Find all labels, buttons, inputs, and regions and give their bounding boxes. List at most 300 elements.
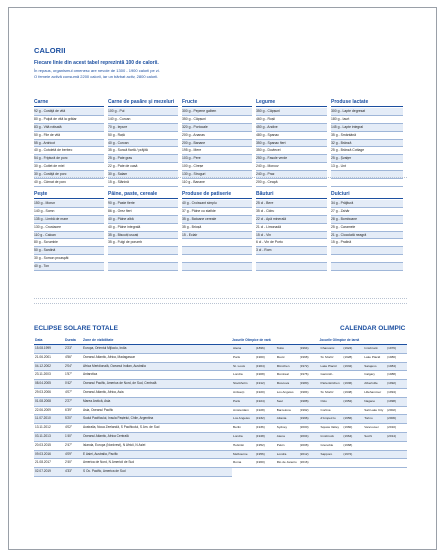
olimpic-city: Los Angeles [233, 416, 250, 421]
table-row [34, 380, 232, 389]
olimpic-year: (1968) [299, 354, 309, 359]
olimpic-year: (1994) [387, 389, 397, 394]
list-item [108, 255, 178, 263]
summer-cell [232, 424, 320, 432]
list-item: 25 g - Caramele [331, 224, 403, 232]
list-item [256, 263, 327, 271]
eclipse-date: 21.06.2001 [35, 354, 51, 359]
olimpic-city: Cortina [320, 407, 331, 412]
list-item: 30 g - Costiţă de porc [34, 171, 104, 179]
olimpic-year: (1992) [387, 381, 397, 386]
olimpic-city: Vancouver [364, 425, 379, 430]
table-row [34, 433, 232, 442]
winter-cell [320, 354, 408, 362]
eclipse-duration: 6'39" [65, 407, 73, 412]
list-item: 92 g - Costiţă de vită [34, 108, 104, 116]
list-item: 22 cl - Apă minerală [256, 216, 327, 224]
list-item [182, 263, 252, 271]
olimpic-year: (1980) [387, 354, 397, 359]
list-item: 300 g - Lapte degresat [331, 108, 403, 116]
olimpic-city: Londra [276, 451, 287, 456]
olimpic-city: Nagano [364, 398, 376, 403]
eclipse-date: 22.06.2009 [35, 407, 51, 412]
list-item [182, 247, 252, 255]
list-item: 35 g - Fulgi de porumb [108, 239, 178, 247]
olimpic-city [363, 451, 387, 459]
winter-cell [320, 451, 408, 459]
eclipse-header-duration: Durata [65, 338, 76, 342]
olimpic-city: Stockholm [233, 381, 248, 386]
list-item: 13 g - Unt [331, 163, 403, 171]
winter-cell [320, 407, 408, 415]
list-item: 200 g - Banane [182, 140, 252, 148]
olimpic-year: (1936) [343, 381, 353, 386]
eclipse-zone: Oceanul Pacific, America de Nord, de Sud, Centrală [83, 381, 157, 386]
column-header: Fructe [182, 98, 252, 107]
eclipse-date: 13.11.2012 [35, 425, 51, 430]
olimpic-city: Antwerp [233, 389, 245, 394]
olimpic-year: (1956) [343, 416, 353, 421]
table-row [232, 363, 407, 372]
calorii-column [331, 190, 403, 271]
eclipse-duration: 1'40" [65, 433, 73, 438]
list-item: 21 cl - Limonadă [256, 224, 327, 232]
eclipse-table-header [34, 337, 232, 345]
list-item: 40 g - Pâine albă [108, 216, 178, 224]
eclipse-date: 21.08.2017 [35, 460, 51, 465]
eclipse-zone: Sudul Pacificului, Insula Paștelui, Chile, Argentina [83, 416, 154, 421]
calorii-column [108, 98, 178, 187]
olimpic-year: (1904) [255, 363, 265, 368]
list-item: 35 g - Suncă fiartă / prăjită [108, 147, 178, 155]
list-item: 25 g - Pate gras [108, 155, 178, 163]
olimpic-city: Amsterdam [233, 407, 249, 412]
olimpic-year: (1912) [255, 381, 265, 386]
winter-cell [320, 433, 408, 441]
table-row [232, 424, 407, 433]
calorii-column [182, 190, 252, 271]
eclipse-duration: 2'04" [65, 363, 73, 368]
olimpic-year: (1998) [387, 398, 397, 403]
olimpic-year [343, 459, 363, 467]
eclipse-duration: 1'57" [65, 372, 73, 377]
table-row [232, 459, 407, 468]
list-item: 30 g - Salam [108, 171, 178, 179]
olimpic-year: (1948) [255, 433, 265, 438]
list-item: 350 g - Căpșuni [256, 108, 327, 116]
summer-cell [232, 398, 320, 406]
eclipse-date: 04.12.2002 [35, 363, 51, 368]
list-item: 40 g - Pâine integrală [108, 224, 178, 232]
table-row [34, 424, 232, 433]
list-item: 110 g - Banane [182, 179, 252, 187]
table-row [232, 442, 407, 451]
olimpic-year: (2014) [387, 433, 397, 438]
olimpic-city: Londra [233, 372, 243, 377]
olimpic-year: (1964) [299, 346, 309, 350]
eclipse-duration: 2'23" [65, 346, 73, 350]
olimpic-year: (1972) [299, 363, 309, 368]
list-item: 130 g - Crustacee [34, 224, 104, 232]
list-item: 350 g - Spanac fiert [256, 140, 327, 148]
olimpic-year: (1936) [255, 425, 265, 430]
column-header: Carne de pasăre şi mezeluri [108, 98, 178, 107]
list-item: 320 g - Portocale [182, 124, 252, 132]
olimpic-year: (1960) [343, 425, 353, 430]
list-item: 350 g - Căpșuni [182, 116, 252, 124]
calorii-intro-title: Fiecare linie din acest tabel reprezintă 100 de calorii. [34, 60, 159, 66]
list-item: 15 - Eclair [182, 232, 252, 240]
olimpic-city: Melbourne [233, 451, 248, 456]
eclipse-date: 02.07.2019 [35, 469, 51, 474]
list-item: 460 g - Roșii [256, 116, 327, 124]
list-item: 54 g - Friptură de porc [34, 155, 104, 163]
list-item: 35 g - Brioșă [182, 224, 252, 232]
eclipse-duration: 4'56" [65, 354, 73, 359]
winter-cell [320, 398, 408, 406]
eclipse-duration: 4'33" [65, 469, 73, 474]
list-item: 350 g - Dovlecei [256, 147, 327, 155]
winter-cell [320, 389, 408, 397]
olimpic-year: (2010) [387, 425, 397, 430]
olimpic-city: Paris [233, 354, 241, 359]
olimpic-title: CALENDAR OLIMPIC [340, 325, 406, 332]
eclipse-date: 15.08.1999 [35, 346, 51, 350]
list-item: 140 g - Somn [34, 208, 104, 216]
list-item: 32 g - Brânză [331, 140, 403, 148]
list-item: 6 cl - Vin de Porto [256, 239, 327, 247]
olimpic-year: (1920) [255, 389, 265, 394]
olimpic-city: Mexic [276, 354, 285, 359]
list-item: 21 g - Ciocolată neagră [331, 232, 403, 240]
list-item [182, 255, 252, 263]
table-row [34, 468, 232, 477]
list-item: 25 g - Şvaiţer [331, 155, 403, 163]
olimpic-year: (1988) [299, 398, 309, 403]
list-item: 50 g - Sardină [34, 247, 104, 255]
list-item [331, 179, 403, 187]
calorii-column [182, 98, 252, 187]
winter-cell [320, 345, 408, 353]
olimpic-city: Moscova [276, 381, 290, 386]
olimpic-year: (1980) [299, 381, 309, 386]
olimpic-city: Torino [364, 416, 373, 421]
calorii-column [34, 190, 104, 271]
olimpic-year: (1908) [255, 372, 265, 377]
eclipse-date: 20.03.2015 [35, 442, 51, 447]
olimpic-city: Rio de Janeiro [276, 460, 297, 465]
olimpic-year: (2000) [299, 425, 309, 430]
list-item [256, 255, 327, 263]
list-item: 40 g - Ton [34, 263, 104, 271]
eclipse-date: 11.07.2010 [35, 416, 51, 421]
table-row [34, 389, 232, 398]
list-item: 50 g - Rață [108, 132, 178, 140]
calorii-column [256, 98, 327, 187]
list-item: 80 g - Scrumbie [34, 239, 104, 247]
olimpic-city: Albertville [364, 381, 378, 386]
eclipse-duration: 5'20" [65, 416, 73, 421]
summer-cell [232, 451, 320, 459]
summer-cell [232, 415, 320, 423]
olimpic-city: München [276, 363, 290, 368]
eclipse-duration: 2'40" [65, 460, 73, 465]
olimpic-year: (1972) [343, 451, 353, 456]
calorii-column [331, 98, 403, 187]
summer-cell [232, 389, 320, 397]
olimpic-city: Sochi [364, 433, 372, 438]
eclipse-header-zone: Zone de vizibilitate [83, 338, 114, 342]
table-row [34, 459, 232, 468]
olimpic-city: Sydney [276, 425, 288, 430]
eclipse-zone: Oceanul Atlantic, Africa Centrală [83, 433, 129, 438]
olimpic-table [232, 337, 407, 468]
olimpic-city: Lake Placid [364, 354, 381, 359]
olimpic-year: (1952) [255, 442, 265, 447]
list-item: 480 g - Spanac [256, 132, 327, 140]
list-item: 55 g - Antricot [34, 140, 104, 148]
column-header: Pâine, paste, cereale [108, 190, 178, 199]
calorii-title: CALORII [34, 46, 66, 55]
list-item: 200 g - Ceapă [256, 179, 327, 187]
winter-cell [320, 459, 408, 467]
olimpic-year: (2006) [387, 416, 397, 421]
eclipse-zone: S Oc. Pacific, America de Sud [83, 469, 126, 474]
eclipse-zone: E Asiei, Australia, Pacific [83, 451, 118, 456]
olimpic-year: (1992) [299, 407, 309, 412]
summer-cell [232, 354, 320, 362]
winter-cell [320, 363, 408, 371]
table-row [34, 354, 232, 363]
summer-cell [232, 380, 320, 388]
eclipse-table [34, 337, 232, 477]
list-item: 40 g - Cârnat de porc [34, 179, 104, 187]
eclipse-title: ECLIPSE SOLARE TOTALE [34, 325, 118, 332]
olimpic-city: d'Ampezzo [320, 416, 336, 421]
column-header: Băuturi [256, 190, 327, 199]
olimpic-year: (1952) [343, 398, 353, 403]
olimpic-year [387, 459, 407, 467]
olimpic-city: Sapporo [320, 451, 333, 456]
eclipse-zone: Antarctica [83, 372, 98, 377]
olimpic-city: Pekin [276, 442, 285, 447]
table-row [232, 371, 407, 380]
list-item: 300 g - Pepene galben [182, 108, 252, 116]
summer-cell [232, 459, 320, 467]
summer-cell [232, 433, 320, 441]
table-row [232, 407, 407, 416]
list-item: 28 g - Bomboane [331, 216, 403, 224]
olimpic-city: Sarajevo [364, 363, 377, 368]
olimpic-city: Innsbruck [320, 433, 334, 438]
olimpic-city: St. Moritz [320, 389, 334, 394]
olimpic-year: (1996) [299, 416, 309, 421]
list-item: 35 cl - Cidru [256, 208, 327, 216]
eclipse-date: 08.04.2005 [35, 381, 51, 386]
olimpic-city: Partenkirchen [320, 381, 340, 386]
table-row [34, 398, 232, 407]
olimpic-year: (1924) [343, 346, 353, 350]
olimpic-city: Atlanta [276, 416, 287, 421]
table-row [34, 345, 232, 354]
olimpic-city: Atena [233, 346, 242, 350]
list-item: 80 g - Pulpă de vită la grătar [34, 116, 104, 124]
list-item [108, 247, 178, 255]
list-item: 240 g - Praz [256, 171, 327, 179]
table-row [232, 433, 407, 442]
calorii-column [108, 190, 178, 271]
summer-cell [232, 371, 320, 379]
table-row [34, 363, 232, 372]
olimpic-year: (1976) [387, 346, 397, 350]
column-header: Peşte [34, 190, 104, 199]
list-item [108, 263, 178, 271]
table-row [34, 451, 232, 460]
eclipse-zone: America de Nord, N Americii de Sud [83, 460, 135, 465]
olimpic-year: (2012) [299, 451, 309, 456]
winter-cell [320, 380, 408, 388]
list-item: 100 g - Cireșe [182, 163, 252, 171]
olimpic-city [320, 459, 344, 467]
list-item: 103 g - Pere [182, 155, 252, 163]
list-item: 83 g - Vită rotisată [34, 124, 104, 132]
list-item: 50 g - File de vită [34, 132, 104, 140]
eclipse-zone: Australia, Noua Zeelandă, S Pacificului, S Am. de Sud [83, 425, 160, 430]
olimpic-year: (1924) [255, 398, 265, 403]
table-row [232, 415, 407, 424]
list-item: 250 g - Fasole verde [256, 155, 327, 163]
olimpic-city: Barcelona [276, 407, 291, 412]
olimpic-year: (2004) [299, 433, 309, 438]
olimpic-year: (1984) [299, 389, 309, 394]
list-item: 15 g - Slănină [108, 179, 178, 187]
eclipse-zone: Africa Meridională, Oceanul Indian, Australia [83, 363, 146, 368]
winter-cell [320, 415, 408, 423]
eclipse-zone: Asia, Oceanul Pacific [83, 407, 114, 412]
list-item: 450 g - Andive [256, 124, 327, 132]
olimpic-city: Atena [276, 433, 285, 438]
divider [34, 298, 407, 299]
table-row [232, 345, 407, 354]
list-item [331, 263, 403, 271]
olimpic-year: (1988) [387, 372, 397, 377]
eclipse-header-date: Data [35, 338, 43, 342]
eclipse-zone: Europa, Orientul Mijlociu, India [83, 346, 127, 350]
summer-cell [232, 407, 320, 415]
olimpic-year [343, 407, 363, 415]
list-item: 30 g - Cotlet de miel [34, 163, 104, 171]
list-item: 30 g - Somon proaspăt [34, 255, 104, 263]
olimpic-year [387, 442, 407, 450]
olimpic-year: (1948) [343, 389, 353, 394]
eclipse-zone: Oceanul Atlantic, Africa, Madagascar [83, 354, 136, 359]
olimpic-year: (1900) [255, 354, 265, 359]
column-header: Dulciuri [331, 190, 403, 199]
olimpic-year [387, 451, 407, 459]
olimpic-city: Los Angeles [276, 389, 294, 394]
list-item: 25 cl - Bere [256, 200, 327, 208]
olimpic-year: (1928) [255, 407, 265, 412]
olimpic-city: Squaw Valley [320, 425, 340, 430]
list-item [182, 239, 252, 247]
list-item: 180 g - Iaurt [331, 116, 403, 124]
table-row [232, 451, 407, 460]
olimpic-year: (1964) [343, 433, 353, 438]
column-header: Carne [34, 98, 104, 107]
winter-cell [320, 424, 408, 432]
table-row [34, 415, 232, 424]
list-item: 86 g - Orez fiert [108, 208, 178, 216]
list-item: 135 g - Limbă de mare [34, 216, 104, 224]
column-header: Legume [256, 98, 327, 107]
calorii-column [256, 190, 327, 271]
list-item [331, 247, 403, 255]
olimpic-city: Lake Placid [320, 363, 337, 368]
olimpic-header-summer: Jocurile Olimpice de vară [232, 338, 271, 342]
olimpic-year: (1928) [343, 354, 353, 359]
eclipse-date: 03.11.2013 [35, 433, 51, 438]
calorii-intro-line: O femeie activă consumă 2200 calorii, iar un bărbat activ, 2800 calorii. [34, 74, 159, 79]
winter-cell [320, 442, 408, 450]
olimpic-city: Salt Lake City [364, 407, 384, 412]
list-item: 150 g - Morun [34, 200, 104, 208]
olimpic-year: (1932) [255, 416, 265, 421]
table-row [34, 407, 232, 416]
olimpic-city: Grenoble [320, 442, 334, 447]
list-item: 145 g - Lapte integral [331, 124, 403, 132]
summer-cell [232, 363, 320, 371]
list-item: 40 g - Croissant simplu [182, 200, 252, 208]
olimpic-year: (1932) [343, 363, 353, 368]
list-item: 40 g - Cotoletă de berbec [34, 147, 104, 155]
list-item: 40 g - Curcan [108, 140, 178, 148]
eclipse-duration: 4'07" [65, 389, 73, 394]
list-item: 15 cl - Vin [256, 232, 327, 240]
olimpic-city: Berlin [233, 425, 241, 430]
olimpic-city: St. Louis [233, 363, 246, 368]
calorii-column [34, 98, 104, 187]
olimpic-table-header [232, 337, 407, 345]
olimpic-city: St. Moritz [320, 354, 334, 359]
olimpic-city: Oslo [320, 398, 327, 403]
olimpic-year: (1968) [343, 442, 353, 447]
divider [34, 303, 407, 304]
table-row [232, 398, 407, 407]
eclipse-duration: 4'02" [65, 425, 73, 430]
list-item: 200 g - Ananas [182, 132, 252, 140]
table-row [34, 442, 232, 451]
olimpic-city: Calgary [364, 372, 375, 377]
olimpic-city: Paris [233, 398, 241, 403]
eclipse-date: 09.03.2016 [35, 451, 51, 456]
list-item: 110 g - Calcan [34, 232, 104, 240]
list-item: 35 g - Batoane cereale [182, 216, 252, 224]
olimpic-year: (2008) [299, 442, 309, 447]
table-row [232, 354, 407, 363]
eclipse-zone: Islanda, Europa (Nordvest), N Africii, N Asiei [83, 442, 146, 447]
olimpic-city [363, 442, 387, 450]
list-item: 140 g - Curcan [108, 116, 178, 124]
eclipse-duration: 0'42" [65, 381, 73, 386]
list-item: 27 g - Zahăr [331, 208, 403, 216]
calorii-intro-line: În repaus, organismul omenesc are nevoie de 1300 - 1900 calorii pe zi. [34, 68, 160, 73]
eclipse-duration: 2'27" [65, 398, 73, 403]
column-header: Produse lactate [331, 98, 403, 107]
eclipse-date: 01.08.2008 [35, 398, 51, 403]
list-item: 100 g - Pui [108, 108, 178, 116]
olimpic-year: (1976) [299, 372, 309, 377]
eclipse-duration: 4'09" [65, 451, 73, 456]
